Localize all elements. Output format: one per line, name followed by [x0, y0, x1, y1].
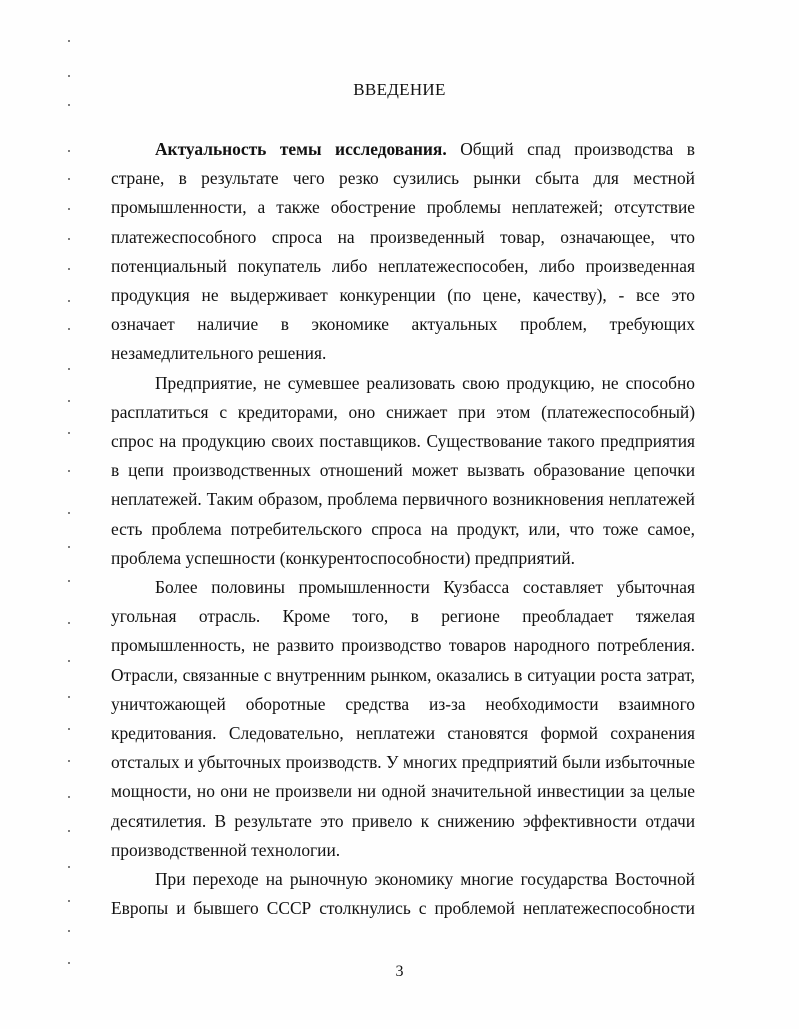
- body-text: [111, 135, 695, 923]
- paragraph-lead: Актуальность темы исследования.: [155, 139, 447, 159]
- scan-margin-marks: [62, 0, 82, 1029]
- paragraph-kuzbass: Более половины промышленности Кузбасса составляет убыточная угольная отрасль. Кроме того, в регионе преобладает тяжелая промышленность, не развито производство товаров народного потребления. Отрасли, связанные с внутренним рынком, оказались в ситуации роста затрат, уничтожающей оборотные средства из-за необходимости взаимного кредитования. Следовательно, неплатежи становятся формой сохранения отсталых и убыточных производств. У многих предприятий были избыточные мощности, но они не произвели ни одной значительной инвестиции за целые десятилетия. В результате это привело к снижению эффективности отдачи производственной технологии.: [111, 577, 695, 860]
- paragraph-enterprise: Предприятие, не сумевшее реализовать свою продукцию, не способно расплатиться с кредиторами, оно снижает при этом (платежеспособный) спрос на продукцию своих поставщиков. Существование такого предприятия в цепи производственных отношений может вызвать образование цепочки неплатежей. Таким образом, проблема первичного возникновения неплатежей есть проблема потребительского спроса на продукт, или, что тоже самое, проблема успешности (конкурентоспособности) предприятий.: [111, 372, 695, 568]
- paragraph-transition: При переходе на рыночную экономику многие государства Восточной Европы и бывшего СССР столкнулись с проблемой неплатежеспособности: [111, 869, 695, 919]
- paragraph-text: Общий спад производства в стране, в результате чего резко сузились рынки сбыта для местной промышленности, а также обострение проблемы неплатежей; отсутствие платежеспособного спроса на произведенный товар, означающее, что потенциальный покупатель либо неплатежеспособен, либо произведенная продукция не выдерживает конкуренции (по цене, качеству), - все это означает наличие в экономике актуальных проблем, требующих незамедлительного решения.: [111, 139, 696, 364]
- page-number: 3: [395, 963, 404, 980]
- page-title: ВВЕДЕНИЕ: [353, 80, 446, 99]
- paragraph-relevance: [111, 135, 695, 369]
